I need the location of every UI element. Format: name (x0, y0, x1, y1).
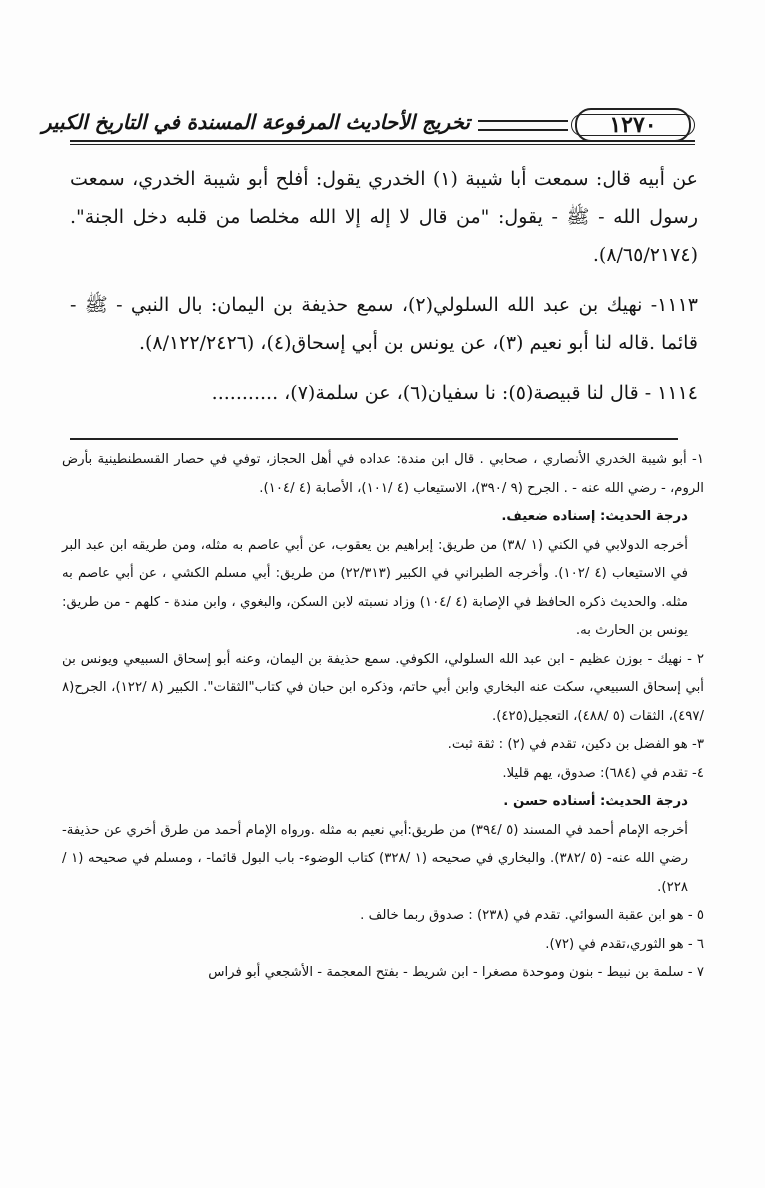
footnote: ٧ - سلمة بن نبيط - بنون وموحدة مصغرا - ابن شريط - بفتح المعجمة - الأشجعي أبو فراس (208, 965, 704, 980)
main-text (70, 160, 698, 424)
footnote-takhrij: أخرجه الإمام أحمد في المسند (٥ /٣٩٤) من طريق:أبي نعيم به مثله .ورواه الإمام أحمد من طرق أخري عن حذيفة- رضي الله عنه- (٥ /٣٨٢). والبخاري في صحيحه (١ /٣٢٨) كتاب الوضوء- باب البول قائما- ، ومسلم في صحيحه (١ /٢٢٨). (62, 822, 688, 895)
running-header (41, 108, 695, 144)
footnote-takhrij: أخرجه الدولابي في الكني (١ /٣٨) من طريق: إبراهيم بن يعقوب، عن أبي عاصم به مثله، ومن طريقه ابن عبد البر في الاستيعاب (٤ /١٠٢). وأخرجه الطبراني في الكبير (٢٢/٣١٣) من طريق: أبي مسلم الكشي ، عن أبي عاصم به مثله. والحديث ذكره الحافظ في الإصابة (٤ /١٠٤) وزاد نسبته لابن السكن، والبغوي ، وابن مندة - كلهم - من طريق: يونس بن الحارث به. (62, 537, 688, 638)
hadith-grade: درجة الحديث: أسناده حسن . (503, 794, 688, 809)
footnote: ٦ - هو الثوري،تقدم في (٧٢). (545, 936, 704, 952)
footnote-divider (70, 438, 678, 440)
main-paragraph: ١١١٤ - قال لنا قبيصة(٥): نا سفيان(٦)، عن سلمة(٧)، ........... (211, 382, 698, 404)
footnote: ٢ - نهيك - بوزن عظيم - ابن عبد الله السلولي، الكوفي. سمع حذيفة بن اليمان، وعنه أبو إسحاق السبيعي ويونس بن أبي إسحاق السبيعي، سكت عنه البخاري وابن أبي حاتم، وذكره ابن حبان في كتاب"الثقات". الكبير (٨ /١٢٢)، الجرح(٨ /٤٩٧)، الثقات (٥ /٤٨٨)، التعجيل(٤٢٥). (62, 651, 704, 724)
main-paragraph: ١١١٣- نهيك بن عبد الله السلولي(٢)، سمع حذيفة بن اليمان: بال النبي - ﷺ - قائما .قاله لنا أبو نعيم (٣)، عن يونس بن أبي إسحاق(٤)، (٨/١٢٢/٢٤٢٦). (70, 294, 698, 354)
header-rule-thin (70, 144, 695, 145)
footnote: ٤- تقدم في (٦٨٤): صدوق، يهم قليلا. (502, 765, 704, 781)
footnote: ١- أبو شيبة الخدري الأنصاري ، صحابي . قال ابن مندة: عداده في أهل الحجاز، توفي في حصار القسطنطينية بأرض الروم، - رضي الله عنه - . الجرح (٩ /٣٩٠)، الاستيعاب (٤ /١٠١)، الأصابة (٤ /١٠٤). (62, 452, 704, 496)
header-ornament (478, 120, 568, 131)
hadith-grade: درجة الحديث: إسناده ضعيف. (501, 509, 688, 524)
footnote: ٥ - هو ابن عقبة السوائي. تقدم في (٢٣٨) : صدوق ربما خالف . (360, 908, 704, 923)
footnotes (62, 446, 704, 988)
main-paragraph: عن أبيه قال: سمعت أبا شيبة (١) الخدري يقول: أفلح أبو شيبة الخدري، سمعت رسول الله - ﷺ - يقول: "من قال لا إله إلا الله مخلصا من قلبه دخل الجنة". (٨/٦٥/٢١٧٤). (70, 168, 698, 266)
page-number: ١٢٧٠ (575, 108, 691, 142)
running-title: تخريج الأحاديث المرفوعة المسندة في التاريخ الكبير (70, 108, 476, 136)
footnote: ٣- هو الفضل بن دكين، تقدم في (٢) : ثقة ثبت. (447, 737, 704, 752)
